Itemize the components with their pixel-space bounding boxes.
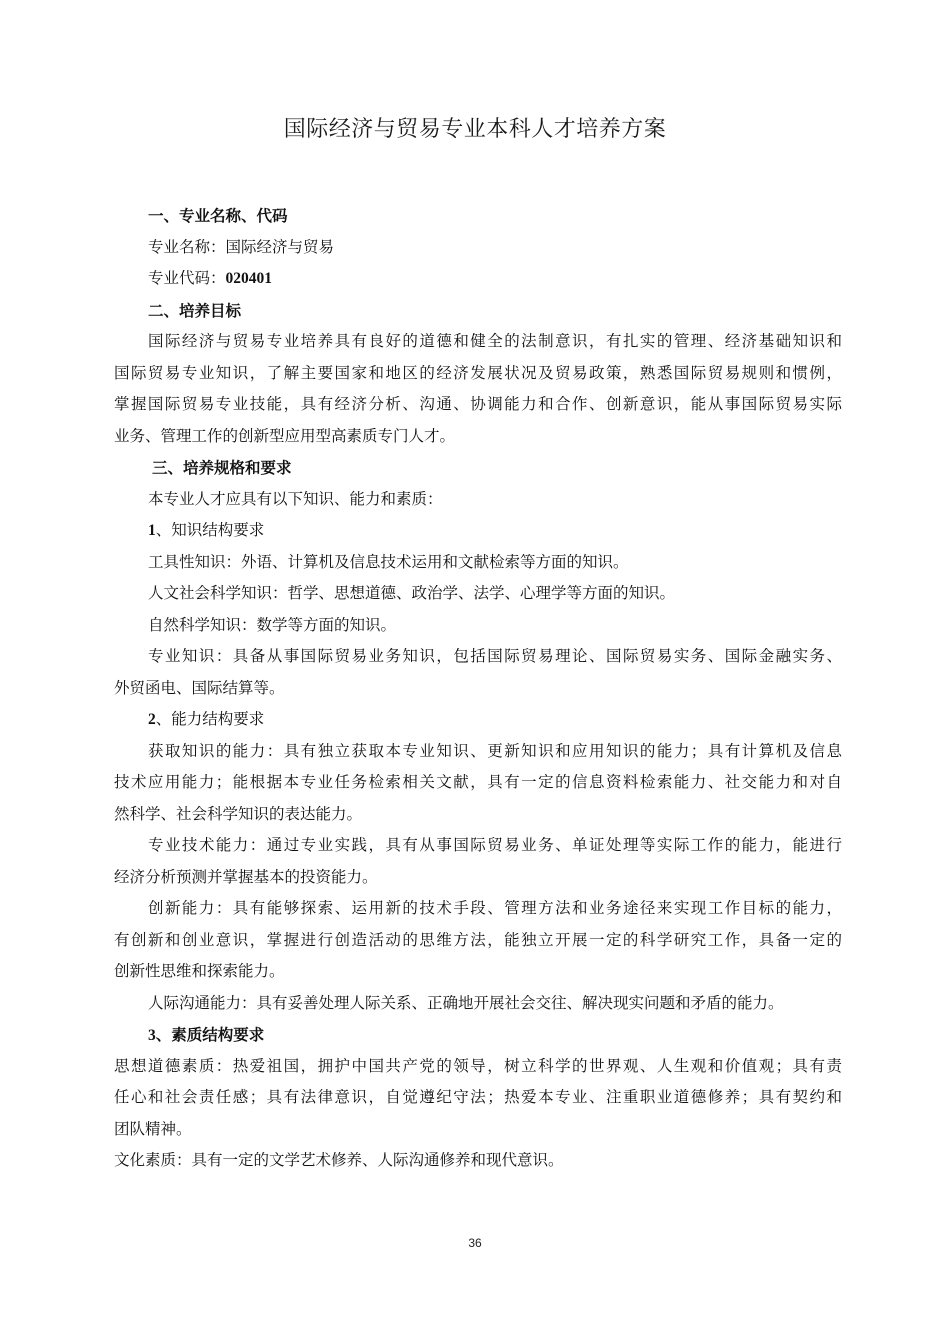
- requirements-intro: 本专业人才应具有以下知识、能力和素质：: [148, 489, 443, 508]
- subheading-ability-text: 、能力结构要求: [155, 710, 265, 728]
- document-body: [114, 200, 842, 1177]
- document-title: 国际经济与贸易专业本科人才培养方案: [283, 117, 667, 142]
- ability-innovation-line: 有创新和创业意识，掌握进行创造活动的思维方法，能独立开展一定的科学研究工作，具备一定的: [114, 930, 842, 949]
- objective-paragraph-line: 国际贸易专业知识，了解主要国家和地区的经济发展状况及贸易政策，熟悉国际贸易规则和惯例，: [114, 363, 842, 382]
- subheading-quality: [114, 1019, 842, 1051]
- knowledge-natural: 自然科学知识：数学等方面的知识。: [148, 615, 397, 634]
- knowledge-professional-line: 专业知识：具备从事国际贸易业务知识，包括国际贸易理论、国际贸易实务、国际金融实务、: [148, 647, 842, 665]
- quality-moral-line: 团队精神。: [114, 1119, 192, 1138]
- objective-paragraph-line: 国际经济与贸易专业培养具有良好的道德和健全的法制意识，有扎实的管理、经济基础知识和: [148, 332, 842, 350]
- knowledge-professional-line: 外贸函电、国际结算等。: [114, 678, 285, 697]
- section-heading-objective: 二、培养目标: [148, 300, 242, 320]
- ability-acquire-line: 技术应用能力；能根据本专业任务检索相关文献，具有一定的信息资料检索能力、社交能力和对自: [114, 773, 842, 791]
- knowledge-humanities: 人文社会科学知识：哲学、思想道德、政治学、法学、心理学等方面的知识。: [148, 584, 676, 602]
- quality-moral-line: 思想道德素质：热爱祖国，拥护中国共产党的领导，树立科学的世界观、人生观和价值观；具有责: [114, 1056, 842, 1075]
- subheading-quality-text: 、素质结构要求: [155, 1025, 265, 1044]
- page-number: 36: [468, 1236, 482, 1250]
- subheading-knowledge-number: 1: [148, 522, 156, 539]
- major-name: 专业名称：国际经济与贸易: [148, 237, 335, 256]
- ability-innovation-line: 创新能力：具有能够探索、运用新的技术手段、管理方法和业务途径来实现工作目标的能力，: [148, 899, 842, 917]
- ability-technical-line: 经济分析预测并掌握基本的投资能力。: [114, 867, 378, 886]
- section-heading-name-code: 一、专业名称、代码: [148, 206, 288, 225]
- ability-communication: 人际沟通能力：具有妥善处理人际关系、正确地开展社会交往、解决现实问题和矛盾的能力。: [148, 993, 784, 1012]
- section-heading-requirements: 三、培养规格和要求: [152, 458, 292, 477]
- subheading-knowledge: [114, 515, 842, 547]
- objective-paragraph-line: 掌握国际贸易专业技能，具有经济分析、沟通、协调能力和合作、创新意识，能从事国际贸易实际: [114, 395, 842, 413]
- quality-culture: 文化素质：具有一定的文学艺术修养、人际沟通修养和现代意识。: [114, 1151, 564, 1169]
- ability-innovation-line: 创新性思维和探索能力。: [114, 962, 285, 980]
- ability-technical-line: 专业技术能力：通过专业实践，具有从事国际贸易业务、单证处理等实际工作的能力，能进行: [148, 836, 842, 854]
- subheading-knowledge-text: 、知识结构要求: [155, 521, 265, 539]
- major-code-label: 专业代码：: [148, 269, 226, 287]
- subheading-ability-number: 2: [148, 711, 156, 728]
- subheading-quality-number: 3: [148, 1027, 156, 1044]
- ability-acquire-line: 然科学、社会科学知识的表达能力。: [114, 804, 363, 823]
- quality-moral-line: 任心和社会责任感；具有法律意识，自觉遵纪守法；热爱本专业、注重职业道德修养；具有契约和: [114, 1088, 842, 1106]
- ability-acquire-line: 获取知识的能力：具有独立获取本专业知识、更新知识和应用知识的能力；具有计算机及信息: [148, 741, 842, 760]
- subheading-ability: [114, 704, 842, 736]
- objective-paragraph-line: 业务、管理工作的创新型应用型高素质专门人才。: [114, 426, 456, 445]
- major-code: [114, 263, 842, 295]
- major-code-value: 020401: [225, 270, 273, 287]
- knowledge-tool: 工具性知识：外语、计算机及信息技术运用和文献检索等方面的知识。: [148, 552, 629, 571]
